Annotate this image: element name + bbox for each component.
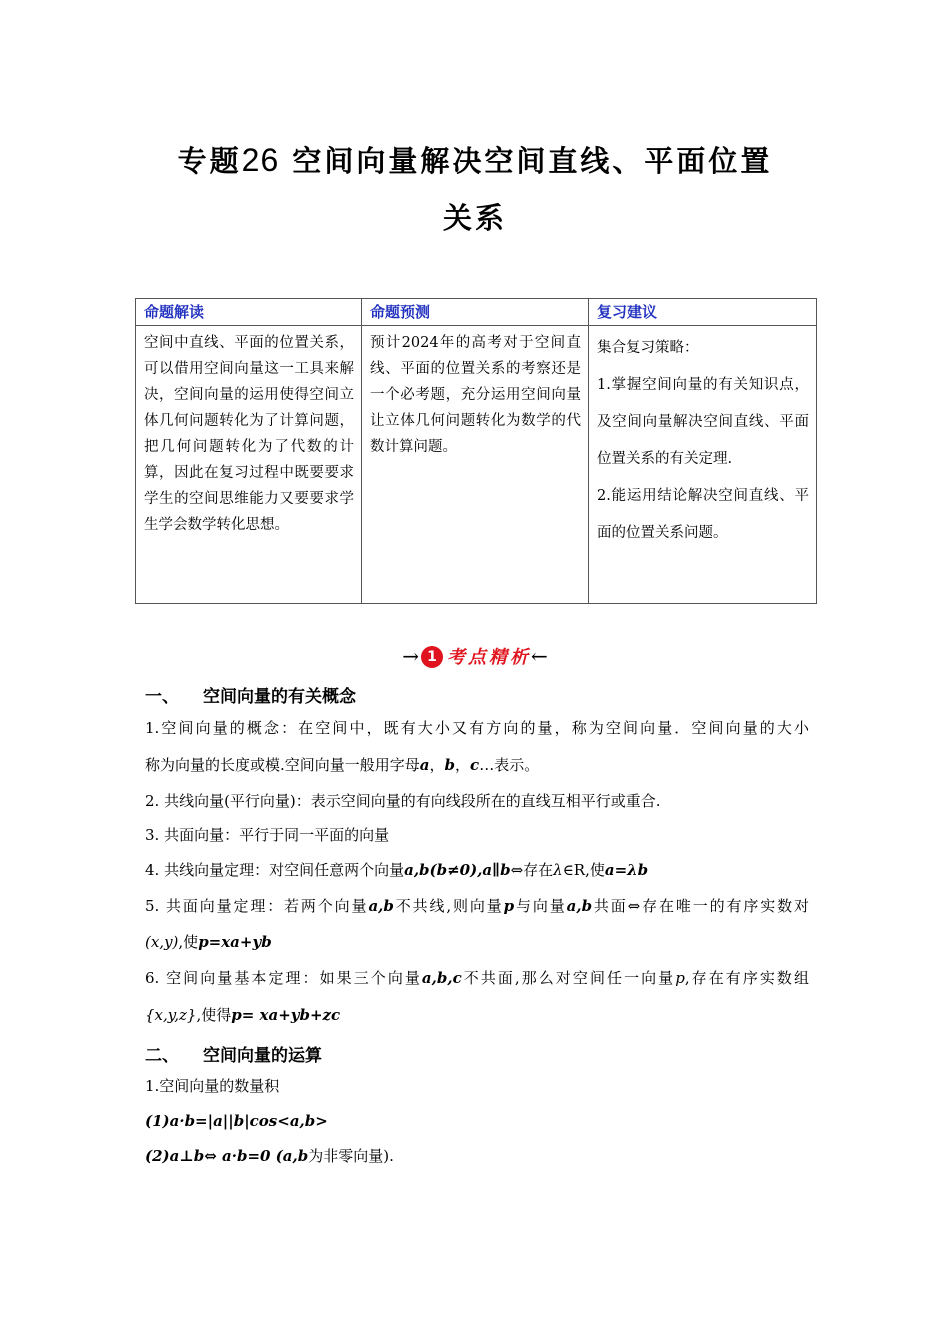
section-title: 空间向量的运算 xyxy=(203,1046,322,1066)
title-number: 26 xyxy=(241,142,280,178)
prediction-text: 预计2024年的高考对于空间直线、平面的位置关系的考察还是一个必考题，充分运用空间向量让立体几何问题转化为数学的代数计算问题。 xyxy=(370,335,581,455)
text-run: ,使得 xyxy=(196,1006,232,1024)
concept-paragraph-5-line-2 xyxy=(145,932,809,952)
vector-p: p xyxy=(675,969,685,987)
formula-ab: a,b xyxy=(566,897,593,915)
review-advice-item-1: 1.掌握空间向量的有关知识点，及空间向量解决空间直线、平面位置关系的有关定理. xyxy=(597,377,809,467)
formula-ab: a,b xyxy=(368,897,394,915)
text-run: 5. 共面向量定理：若两个向量 xyxy=(145,897,369,915)
text-run: 共面⇔存在唯一的有序实数对 xyxy=(592,897,809,915)
text-run: 与向量 xyxy=(514,897,567,915)
review-advice-cell xyxy=(589,326,817,604)
title-line-1 xyxy=(130,132,820,190)
left-arrow-icon: → xyxy=(402,644,419,668)
title-line-2: 关系 xyxy=(442,201,507,235)
text-run: 为非零向量). xyxy=(308,1147,394,1165)
banner-text: 考点精析 xyxy=(447,647,531,668)
title-prefix: 专题 xyxy=(177,144,242,178)
text-run: 不共面,那么对空间任一向量 xyxy=(461,969,676,987)
text-run: ∈R,使 xyxy=(562,861,605,879)
formula-abc: a,b,c xyxy=(421,969,462,987)
section-title: 空间向量的有关概念 xyxy=(203,687,356,707)
text-run: 称为向量的长度或模.空间向量一般用字母 xyxy=(145,756,420,774)
formula-lambda: a=λb xyxy=(604,861,649,879)
prediction-cell xyxy=(362,326,589,604)
document-title xyxy=(130,132,820,247)
formula-coplanar: p=xa+yb xyxy=(198,933,272,951)
concept-paragraph-1-line-1: 1.空间向量的概念：在空间中，既有大小又有方向的量，称为空间向量．空间向量的大小 xyxy=(145,719,809,737)
interpretation-cell xyxy=(136,326,362,604)
overview-table xyxy=(135,298,817,604)
text-run: 不共线,则向量 xyxy=(393,897,504,915)
formula-dot-product xyxy=(145,1111,809,1131)
formula-perpendicular xyxy=(145,1146,809,1166)
operation-paragraph-1: 1.空间向量的数量积 xyxy=(145,1077,280,1095)
vector-a: a xyxy=(419,756,430,774)
text-run: ⇔存在 xyxy=(510,861,554,879)
right-arrow-icon: ← xyxy=(531,644,548,668)
text-run: 4. 共线向量定理：对空间任意两个向量 xyxy=(145,861,405,879)
concept-paragraph-6-line-2 xyxy=(145,1005,809,1025)
concept-paragraph-1-line-2: 称为向量的长度或模.空间向量一般用字母a，b，c…表示。 xyxy=(145,756,540,774)
concept-paragraph-5-line-1 xyxy=(145,896,809,916)
section-banner xyxy=(0,640,950,674)
interpretation-text: 空间中直线、平面的位置关系，可以借用空间向量这一工具来解决，空间向量的运用使得空间立体几何问题转化为了计算问题，把几何问题转化为了代数的计算，因此在复习过程中既要要求学生的空间思维能力又要要求学生学会数学转化思想。 xyxy=(144,335,354,533)
formula-dot-product-text: (1)a·b=|a||b|cos<a,b> xyxy=(145,1112,328,1130)
text-run: 6. 空间向量基本定理：如果三个向量 xyxy=(145,969,422,987)
formula-xy: (x,y) xyxy=(145,933,179,951)
title-rest: 空间向量解决空间直线、平面位置 xyxy=(292,144,773,178)
review-advice-intro: 集合复习策略： xyxy=(597,340,699,356)
concept-paragraph-6-line-1 xyxy=(145,968,809,988)
vector-b: b xyxy=(444,756,456,774)
concept-paragraph-4 xyxy=(145,860,809,880)
formula-basis: p= xa+yb+zc xyxy=(231,1006,341,1024)
section-number: 一、 xyxy=(145,687,179,707)
section-heading-2 xyxy=(145,1041,322,1066)
circled-number-badge: 1 xyxy=(421,646,443,668)
text-run: …表示。 xyxy=(479,756,540,774)
concept-paragraph-3: 3. 共面向量：平行于同一平面的向量 xyxy=(145,826,390,844)
section-number: 二、 xyxy=(145,1046,179,1066)
formula-xyz: {x,y,z} xyxy=(145,1006,197,1024)
formula-perpendicular-text: (2)a⊥b⇔ a·b=0 ( xyxy=(145,1147,283,1165)
lambda-symbol: λ xyxy=(553,861,563,879)
concept-paragraph-2: 2. 共线向量(平行向量)：表示空间向量的有向线段所在的直线互相平行或重合. xyxy=(145,792,661,810)
overview-table-header-row xyxy=(136,299,817,326)
review-advice-item-2: 2.能运用结论解决空间直线、平面的位置关系问题。 xyxy=(597,488,809,541)
text-run: ,存在有序实数组 xyxy=(684,969,809,987)
header-review-advice: 复习建议 xyxy=(589,299,817,326)
vector-p: p xyxy=(503,897,515,915)
section-heading-1 xyxy=(145,682,356,707)
overview-table-body-row xyxy=(136,326,817,604)
formula-collinear: a,b(b≠0),a∥b xyxy=(404,861,511,879)
text-run: ,使 xyxy=(178,933,199,951)
vector-c: c xyxy=(470,756,480,774)
header-prediction: 命题预测 xyxy=(362,299,589,326)
header-interpretation: 命题解读 xyxy=(136,299,362,326)
formula-ab: a,b xyxy=(282,1147,309,1165)
